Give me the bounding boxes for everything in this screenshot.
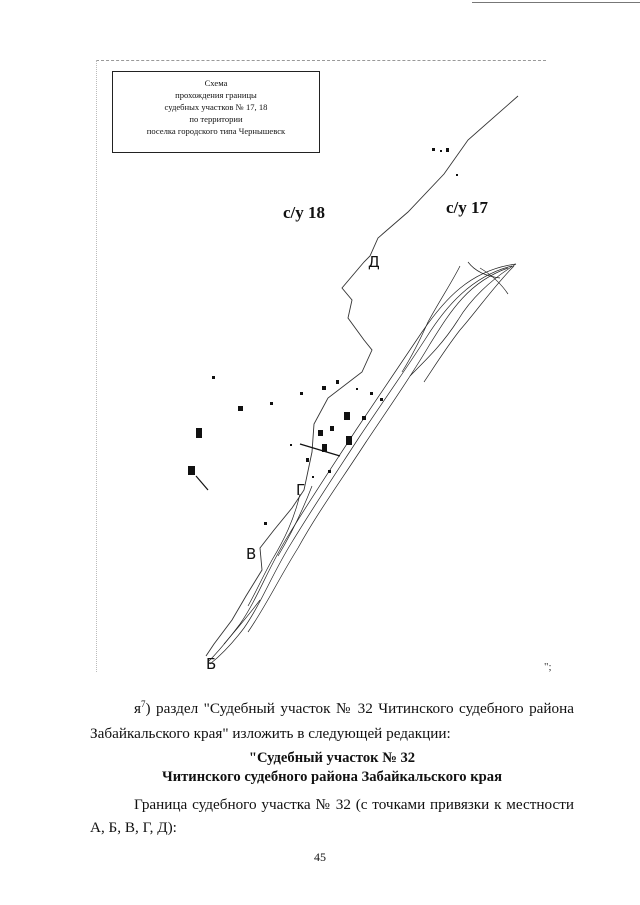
legend-line: по территории: [189, 114, 243, 124]
legend-line: прохождения границы: [175, 90, 257, 100]
legend-line: поселка городского типа Чернышевск: [146, 126, 286, 136]
point-label-v: В: [246, 545, 257, 563]
point-label-d: Д: [368, 253, 380, 271]
page-number: 45: [314, 850, 326, 864]
section-heading-line-2: Читинского судебного района Забайкальского края: [162, 769, 502, 785]
point-label-g: Г: [296, 481, 306, 499]
section-label-17: с/у 17: [446, 198, 489, 217]
boundary-intro-paragraph: Граница судебного участка № 32 (с точками привязки к местности А, Б, В, Г, Д):: [90, 796, 574, 836]
amendment-marker: я: [134, 700, 141, 717]
scheme-end-quote: ";: [544, 661, 552, 673]
amendment-footnote-ref: 7: [141, 699, 146, 709]
legend-line: Схема: [204, 78, 228, 88]
boundary-line: [206, 96, 518, 656]
section-heading-line-1: "Судебный участок № 32: [248, 750, 416, 766]
legend-line: судебных участков № 17, 18: [164, 102, 268, 112]
amendment-body: ) раздел "Судебный участок № 32 Читинского судебного района Забайкальского края" изложить в следующей редакции:: [90, 700, 574, 742]
point-label-b: Б: [206, 655, 217, 673]
scheme-legend-box: [112, 71, 320, 153]
map-strokes: [196, 444, 340, 490]
section-label-18: с/у 18: [283, 203, 326, 222]
amendment-paragraph: [90, 697, 574, 745]
railway-corridor: [208, 262, 516, 664]
